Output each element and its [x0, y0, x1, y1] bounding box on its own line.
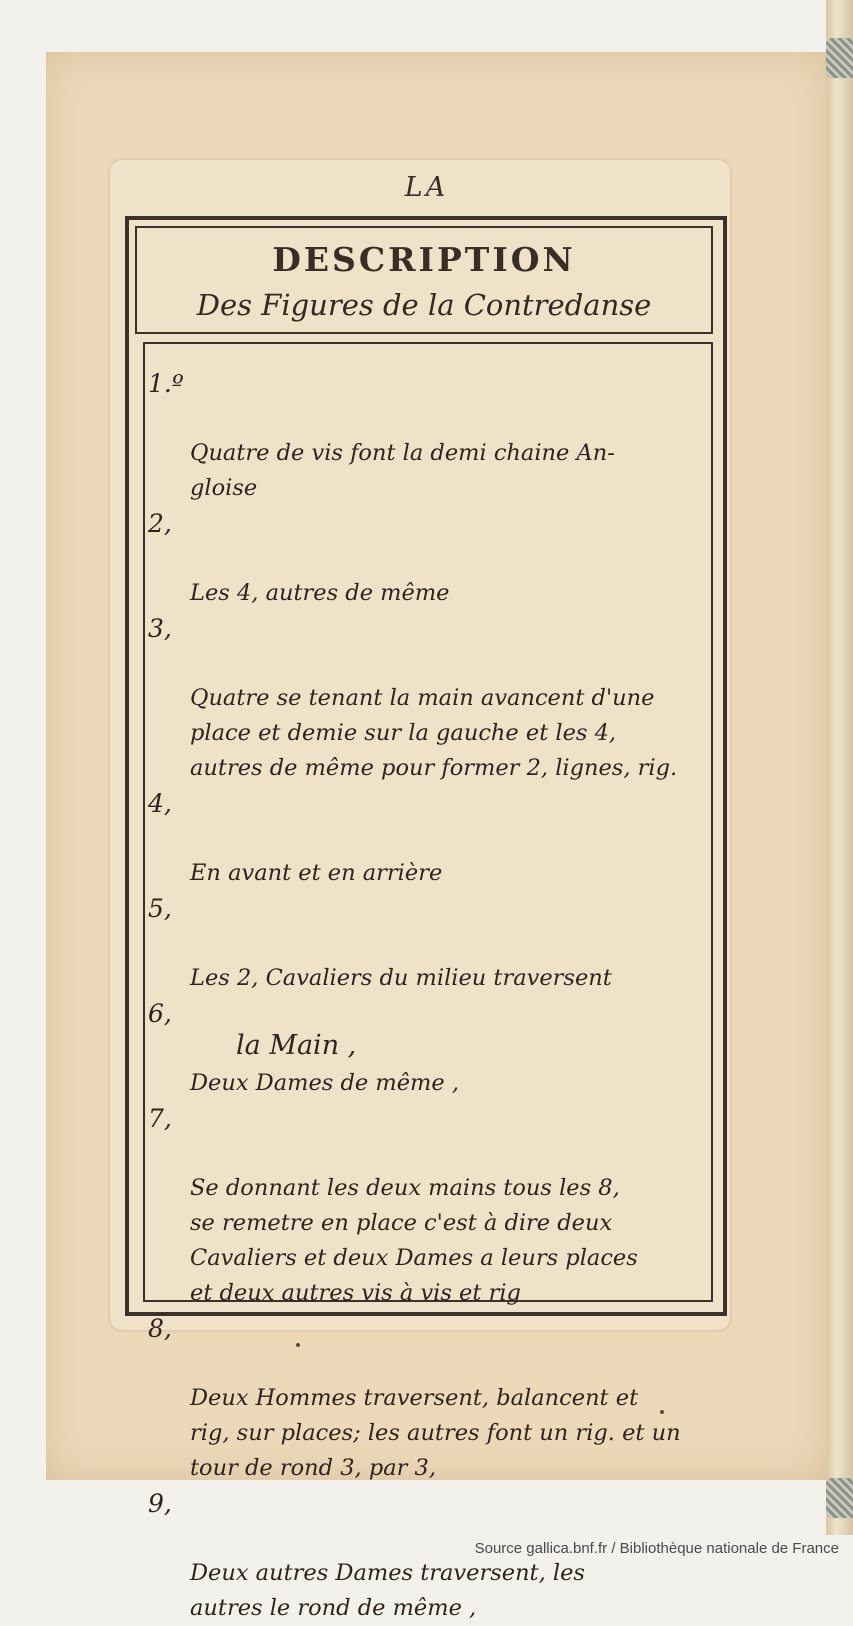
entry-text: En avant et en arrière	[190, 860, 443, 886]
entry-text: Quatre se tenant la main avancent d'une place et demie sur la gauche et les 4, autres de même pour former 2, lignes, rig.	[190, 685, 678, 781]
figure-entry	[148, 1311, 723, 1486]
figure-list	[148, 366, 723, 1626]
entry-number: 2,	[148, 509, 172, 538]
page-title: DESCRIPTION	[272, 240, 576, 279]
source-credit: Source gallica.bnf.fr / Bibliothèque nationale de France	[474, 1540, 839, 1557]
figure-entry	[148, 366, 723, 506]
entry-text: Les 4, autres de même	[190, 580, 450, 606]
entry-number: 5,	[148, 894, 172, 923]
ink-speck	[296, 1343, 300, 1347]
closing-instruction: la Main ,	[236, 1030, 357, 1061]
entry-number: 4,	[148, 789, 172, 818]
entry-text: Les 2, Cavaliers du milieu traversent	[190, 965, 612, 991]
entry-number: 8,	[148, 1314, 172, 1343]
entry-number: 3,	[148, 614, 172, 643]
entry-text: Deux Dames de même ,	[190, 1070, 459, 1096]
entry-number: 1.º	[148, 369, 184, 398]
entry-text: Quatre de vis font la demi chaine An- gloise	[190, 440, 615, 501]
binding-ribbon-top	[826, 38, 853, 78]
ink-speck	[660, 1410, 664, 1414]
page-subtitle: Des Figures de la Contredanse	[196, 288, 652, 322]
binding-ribbon-bottom	[826, 1478, 853, 1518]
adjacent-page-edge	[826, 0, 853, 1535]
figure-entry	[148, 506, 723, 611]
entry-number: 7,	[148, 1104, 172, 1133]
entry-number: 6,	[148, 999, 172, 1028]
entry-number: 9,	[148, 1489, 172, 1518]
entry-text: Deux Hommes traversent, balancent et rig, sur places; les autres font un rig. et un tour de rond 3, par 3,	[190, 1385, 681, 1481]
title-box	[135, 226, 713, 334]
figure-entry	[148, 1101, 723, 1311]
entry-text: Se donnant les deux mains tous les 8, se remetre en place c'est à dire deux Cavaliers et deux Dames a leurs places et deux autres vis à vis et rig	[190, 1175, 638, 1306]
figure-entry	[148, 611, 723, 786]
running-head: LA	[404, 172, 449, 203]
figure-entry	[148, 996, 723, 1101]
figure-entry	[148, 786, 723, 891]
figure-entry	[148, 891, 723, 996]
entry-text: Deux autres Dames traversent, les autres le rond de même ,	[190, 1560, 585, 1621]
